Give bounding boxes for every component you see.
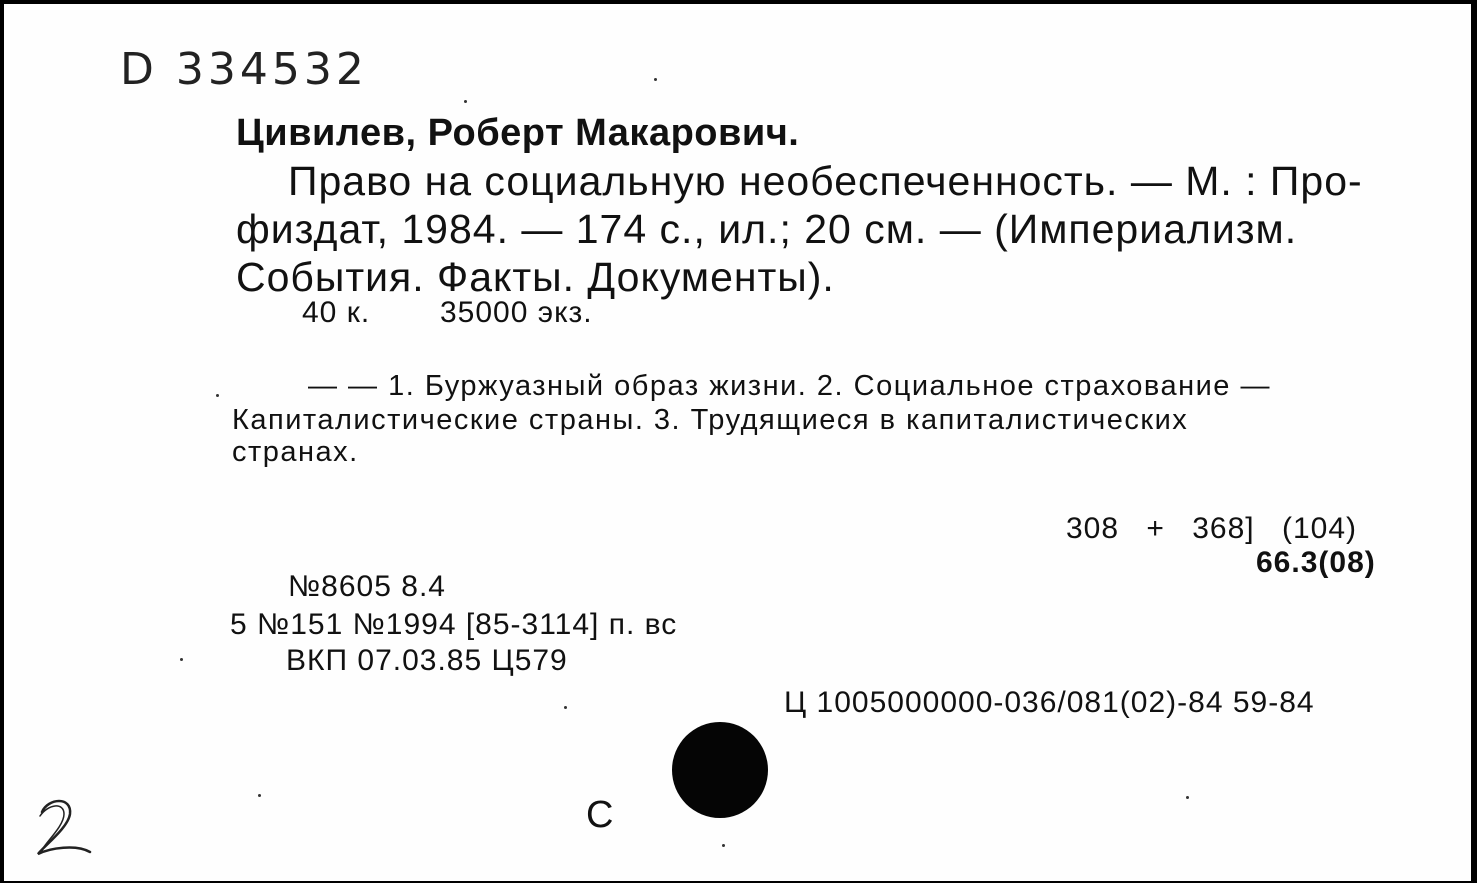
call-number: D 334532	[120, 44, 368, 95]
speck	[258, 794, 261, 797]
speck	[654, 78, 657, 81]
title-line-3: События. Факты. Документы).	[236, 254, 835, 300]
punch-hole	[672, 722, 768, 818]
subjects-line-3: странах.	[232, 436, 359, 468]
internal-line-2: 5 №151 №1994 [85-3114] п. вс	[230, 608, 678, 641]
bbk-classification: 66.3(08)	[1256, 546, 1376, 579]
subjects-line-2: Капиталистические страны. 3. Трудящиеся в капиталистических	[232, 404, 1189, 436]
subjects-line-1: — — 1. Буржуазный образ жизни. 2. Социальное страхование —	[308, 370, 1271, 402]
catalog-card	[4, 4, 1474, 881]
price: 40 к.	[302, 296, 371, 329]
speck	[564, 706, 567, 709]
print-run: 35000 экз.	[440, 296, 593, 329]
handwritten-mark	[30, 794, 100, 869]
speck	[722, 844, 725, 847]
author-heading: Цивилев, Роберт Макарович.	[236, 112, 800, 154]
internal-line-1: №8605 8.4	[288, 570, 446, 603]
title-line-2: физдат, 1984. — 174 с., ил.; 20 см. — (Империализм.	[236, 206, 1298, 252]
speck	[216, 394, 219, 397]
udc-classification: 308 + 368] (104)	[1066, 512, 1358, 545]
speck	[464, 100, 467, 103]
title-line-1: Право на социальную необеспеченность. — М. : Про-	[288, 158, 1363, 204]
corner-letter: С	[586, 794, 614, 836]
publisher-code: Ц 1005000000-036/081(02)-84 59-84	[784, 686, 1315, 719]
speck	[1186, 796, 1189, 799]
handwritten-two-icon	[30, 794, 100, 864]
speck	[180, 658, 183, 661]
internal-line-3: ВКП 07.03.85 Ц579	[286, 644, 568, 677]
